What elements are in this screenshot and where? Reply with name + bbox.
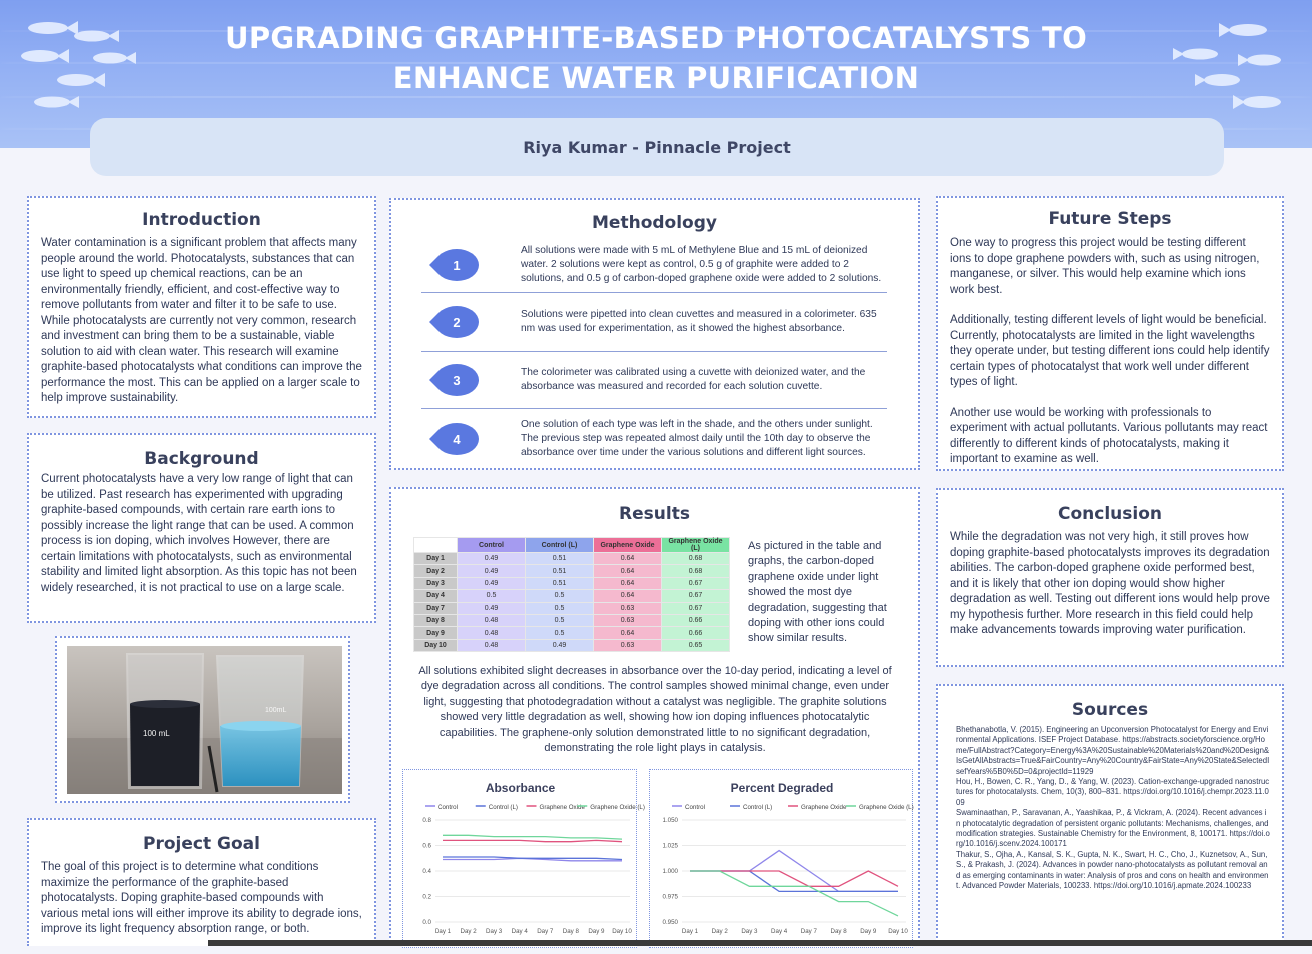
legend-label: Graphene Oxide (L): [590, 804, 645, 811]
chart-title: Percent Degraded: [730, 781, 834, 795]
x-tick-label: Day 1: [681, 928, 699, 935]
sources-list: [938, 720, 1282, 892]
legend-label: Graphene Oxide: [801, 804, 847, 811]
x-tick-label: Day 4: [511, 928, 528, 935]
table-header-cell: [414, 538, 458, 553]
row-day-label: Day 4: [414, 590, 458, 602]
poster-title: UPGRADING GRAPHITE-BASED PHOTOCATALYSTS TO ENHANCE WATER PURIFICATION: [224, 21, 1088, 95]
table-row: [414, 590, 730, 602]
table-cell: 0.63: [594, 614, 662, 626]
x-tick-label: Day 2: [711, 928, 728, 935]
sources-heading: Sources: [1071, 700, 1149, 720]
legend-label: Control (L): [488, 804, 518, 811]
table-header-row: [414, 538, 730, 553]
project-goal-section: [27, 818, 376, 946]
absorbance-chart: [402, 769, 645, 948]
source-item: Swaminaathan, P., Saravanan, A., Yaashikaa, P., & Vickram, A. (2024). Recent advances in photocatalytic degradation of persistent organic pollutants: Mechanisms, challenges, and modification strategies. Sustainable Chemistry for the Environment, 8, 100171. https://doi.org/10.1016/j.scenv.2024.100171: [956, 808, 1270, 849]
step-divider: [421, 408, 887, 409]
legend-label: Control: [438, 804, 458, 811]
source-item: Bhethanabotla, V. (2015). Engineering an Upconversion Photocatalyst for Energy and Environmental Applications. ISEF Project Database. https://abstracts.societyforscience.org/Home/FullAbstract?Category=Energy%3A%20Sustainable%20Materials%20and%20Design&IsGetAllAbstracts=True&FairCountry=Any%20Country&FairState=Any%20State&SelectedIsefYears%5B0%5D=0&projectId=11929: [956, 725, 1270, 776]
y-tick-label: 0.2: [422, 893, 431, 901]
subtitle-band: [90, 118, 1224, 176]
percent-degraded-chart-svg: [650, 770, 914, 949]
table-cell: 0.51: [526, 577, 594, 589]
results-table-wrap: [413, 537, 730, 652]
step-number: 3: [453, 373, 461, 388]
x-tick-label: Day 9: [588, 928, 605, 935]
legend-label: Graphene Oxide: [539, 804, 585, 811]
y-tick-label: 1.025: [662, 842, 678, 850]
step-text: All solutions were made with 5 mL of Methylene Blue and 15 mL of deionized water. 2 solutions were kept as control, 0.5 g of graphite were added to 2 solutions, and 0.5 g of carbon-doped graphene oxide were added to 2 solutions.: [521, 245, 882, 284]
table-cell: 0.68: [662, 553, 730, 565]
step-text: One solution of each type was left in the shade, and the others under sunlight. The previous step was repeated almost daily until the 10th day to observe the absorbance over time under the various solutions and different light sources.: [521, 419, 873, 458]
table-cell: 0.67: [662, 590, 730, 602]
legend-label: Graphene Oxide (L): [859, 804, 914, 811]
method-step-1: [427, 244, 891, 286]
row-day-label: Day 3: [414, 577, 458, 589]
fish-number-icon: [427, 302, 481, 342]
table-cell: 0.5: [526, 627, 594, 639]
beaker-label-2: 100mL: [265, 707, 287, 714]
x-tick-label: Day 4: [771, 928, 788, 935]
author-subtitle: Riya Kumar - Pinnacle Project: [523, 137, 791, 157]
x-tick-label: Day 8: [562, 928, 579, 935]
table-cell: 0.5: [526, 590, 594, 602]
step-divider: [421, 292, 887, 293]
series-line: [690, 871, 898, 916]
table-header-cell: Control: [458, 538, 526, 553]
conclusion-heading: Conclusion: [1058, 504, 1162, 524]
fish-number-icon: [427, 419, 481, 459]
row-day-label: Day 2: [414, 565, 458, 577]
series-line: [690, 871, 898, 891]
future-steps-p1: One way to progress this project would be testing different ions to dope graphene powders with, such as using nitrogen, manganese, or silver. This would help examine which ions work best.: [950, 237, 1260, 296]
results-side-text: As pictured in the table and graphs, the carbon-doped graphene oxide under light showed the most dye degradation, suggesting that doping with other ions could show similar results.: [748, 540, 887, 645]
future-steps-p2: Additionally, testing different levels of light would be beneficial. Currently, photocatalysts are limited in the light wavelengths they operate under, but testing different ions could help identify certain types of photocatalyst that work well under different types of light.: [950, 314, 1270, 388]
table-cell: 0.64: [594, 590, 662, 602]
y-tick-label: 0.6: [422, 842, 431, 850]
table-row: [414, 639, 730, 651]
table-cell: 0.48: [458, 614, 526, 626]
table-header-cell: Graphene Oxide: [594, 538, 662, 553]
background-section: [27, 433, 376, 623]
table-row: [414, 577, 730, 589]
table-cell: 0.63: [594, 639, 662, 651]
table-row: [414, 602, 730, 614]
table-cell: 0.49: [458, 553, 526, 565]
x-tick-label: Day 3: [486, 928, 503, 935]
table-cell: 0.65: [662, 639, 730, 651]
conclusion-text: While the degradation was not very high, it still proves how doping graphite-based photocatalysts improves its degradation abilities. The carbon-doped graphene oxide performed best, and it is likely that other ion doping would show higher degradation as well. Testing out different ions would help prove my hypothesis further. More research in this field could help make advancements towards improving water purification.: [950, 531, 1270, 636]
table-row: [414, 565, 730, 577]
chart-title: Absorbance: [485, 781, 556, 795]
legend-label: Control: [685, 804, 705, 811]
fish-number-icon: [427, 360, 481, 400]
x-tick-label: Day 2: [460, 928, 477, 935]
table-cell: 0.5: [526, 614, 594, 626]
series-line: [443, 840, 622, 841]
bottom-edge-bar: [208, 940, 1312, 946]
x-tick-label: Day 8: [830, 928, 847, 935]
sources-section: [936, 684, 1284, 946]
future-steps-heading: Future Steps: [1048, 209, 1172, 229]
table-header-cell: Control (L): [526, 538, 594, 553]
introduction-heading: Introduction: [142, 210, 261, 230]
table-cell: 0.51: [526, 553, 594, 565]
table-cell: 0.5: [526, 602, 594, 614]
x-tick-label: Day 10: [888, 928, 908, 935]
table-cell: 0.48: [458, 639, 526, 651]
y-tick-label: 0.8: [422, 817, 431, 824]
x-tick-label: Day 7: [800, 928, 817, 935]
future-steps-section: [936, 196, 1284, 471]
table-cell: 0.5: [458, 590, 526, 602]
row-day-label: Day 8: [414, 614, 458, 626]
table-cell: 0.64: [594, 565, 662, 577]
future-steps-p3: Another use would be working with professionals to experiment with actual pollutants. Various pollutants may react differently to different kinds of photocatalysts, making it important to examine as well.: [950, 406, 1268, 465]
table-cell: 0.49: [458, 565, 526, 577]
table-cell: 0.68: [662, 565, 730, 577]
step-text: The colorimeter was calibrated using a cuvette with deionized water, and the absorbance was measured and recorded for each solution cuvette.: [521, 367, 866, 392]
results-section: [389, 487, 920, 946]
results-paragraph: All solutions exhibited slight decreases in absorbance over the 10-day period, indicating a level of dye degradation across all conditions. The control samples showed minimal change, even under light, suggesting that photodegradation without a catalyst was negligible. The graphite solutions showed very little degradation as well, showing how ion doping influences photocatalytic capabilities. The graphene-only solution demonstrated little to no significant degradation, demonstrating the role light plays in catalysis.: [418, 665, 892, 755]
step-text: Solutions were pipetted into clean cuvettes and measured in a colorimeter. 635 nm was used for experimentation, as it showed the highest absorbance.: [521, 309, 877, 334]
table-row: [414, 614, 730, 626]
y-tick-label: 0.0: [422, 919, 431, 926]
series-line: [690, 871, 898, 886]
table-row: [414, 627, 730, 639]
table-cell: 0.64: [594, 577, 662, 589]
table-cell: 0.67: [662, 577, 730, 589]
table-cell: 0.66: [662, 614, 730, 626]
row-day-label: Day 9: [414, 627, 458, 639]
table-header-cell: Graphene Oxide (L): [662, 538, 730, 553]
table-cell: 0.67: [662, 602, 730, 614]
methodology-heading: Methodology: [592, 213, 717, 233]
absorbance-chart-svg: [403, 770, 645, 949]
x-tick-label: Day 1: [434, 928, 452, 935]
table-cell: 0.64: [594, 627, 662, 639]
background-heading: Background: [144, 449, 259, 469]
y-tick-label: 0.950: [662, 919, 678, 926]
beaker-photo-frame: [55, 636, 350, 803]
table-cell: 0.51: [526, 565, 594, 577]
x-tick-label: Day 9: [860, 928, 877, 935]
step-number: 4: [453, 432, 461, 447]
project-goal-text: The goal of this project is to determine what conditions maximize the performance of the graphite-based photocatalysts. Doping graphite-based compounds with various metal ions will either improve its ability to degrade ions, improve its light frequency absorption range, or both.: [41, 861, 362, 935]
results-table: [413, 537, 730, 652]
step-number: 1: [453, 258, 461, 273]
project-goal-heading: Project Goal: [143, 834, 260, 854]
table-cell: 0.64: [594, 553, 662, 565]
fish-number-icon: [427, 245, 481, 285]
table-cell: 0.49: [458, 577, 526, 589]
source-item: Thakur, S., Ojha, A., Kansal, S. K., Gupta, N. K., Swart, H. C., Cho, J., Kuznetsov, A., Sun, S., & Prakash, J. (2024). Advances in powder nano-photocatalysts as pollutant removal and as emerging contaminants in water: Analysis of pros and cons on health and environment. Advanced Powder Materials, 100233. https://doi.org/10.1016/j.apmate.2024.100233: [956, 849, 1269, 891]
legend-label: Control (L): [743, 804, 773, 811]
method-step-4: [427, 418, 891, 460]
introduction-text: Water contamination is a significant problem that affects many people around the world. Photocatalysts, substances that can use light to speed up chemical reactions, can be an environmentally friendly, efficient, and cost-effective way to remove pollutants from water and filter it to be safe to use. While photocatalysts are currently not very common, research and investment can bring them to be a sustainable, viable solution to aid with clean water. This research will examine graphite-based photocatalysts what conditions can improve the performance the most. This can be applied on a larger scale to help improve sustainability.: [41, 237, 362, 404]
y-tick-label: 0.4: [422, 868, 431, 875]
results-heading: Results: [619, 504, 690, 524]
row-day-label: Day 7: [414, 602, 458, 614]
method-step-2: [427, 302, 891, 342]
introduction-section: [27, 196, 376, 418]
table-cell: 0.66: [662, 627, 730, 639]
methodology-section: [389, 198, 920, 470]
conclusion-section: [936, 488, 1284, 667]
step-divider: [421, 351, 887, 352]
beakers-photo: [67, 646, 342, 794]
row-day-label: Day 1: [414, 553, 458, 565]
table-cell: 0.49: [458, 602, 526, 614]
series-line: [443, 835, 622, 839]
y-tick-label: 1.000: [662, 868, 678, 875]
x-tick-label: Day 7: [537, 928, 554, 935]
background-text: Current photocatalysts have a very low range of light that can be utilized. Past research has experimented with upgrading graphite-based compounds, with certain rare earth ions to possibly increase the light range that can be used. A common process is ion doping, which involves However, there are certain limitations with photocatalysts, such as environmental stability and limited light absorption. As this topic has not been widely researched, it is not practical to use on a large scale.: [41, 473, 357, 594]
y-tick-label: 1.050: [662, 817, 678, 824]
source-item: Hou, H., Bowen, C. R., Yang, D., & Yang, W. (2023). Cation-exchange-upgraded nanostructures for photocatalysts. Chem, 10(3), 800–831. https://doi.org/10.1016/j.chempr.2023.11.009: [956, 777, 1270, 807]
table-cell: 0.49: [526, 639, 594, 651]
percent-degraded-chart: [649, 769, 913, 948]
step-number: 2: [453, 315, 461, 330]
row-day-label: Day 10: [414, 639, 458, 651]
table-row: [414, 553, 730, 565]
table-cell: 0.63: [594, 602, 662, 614]
table-cell: 0.48: [458, 627, 526, 639]
x-tick-label: Day 10: [612, 928, 632, 935]
x-tick-label: Day 3: [741, 928, 758, 935]
beaker-label-1: 100 mL: [143, 729, 170, 738]
method-step-3: [427, 360, 891, 400]
y-tick-label: 0.975: [662, 893, 678, 901]
